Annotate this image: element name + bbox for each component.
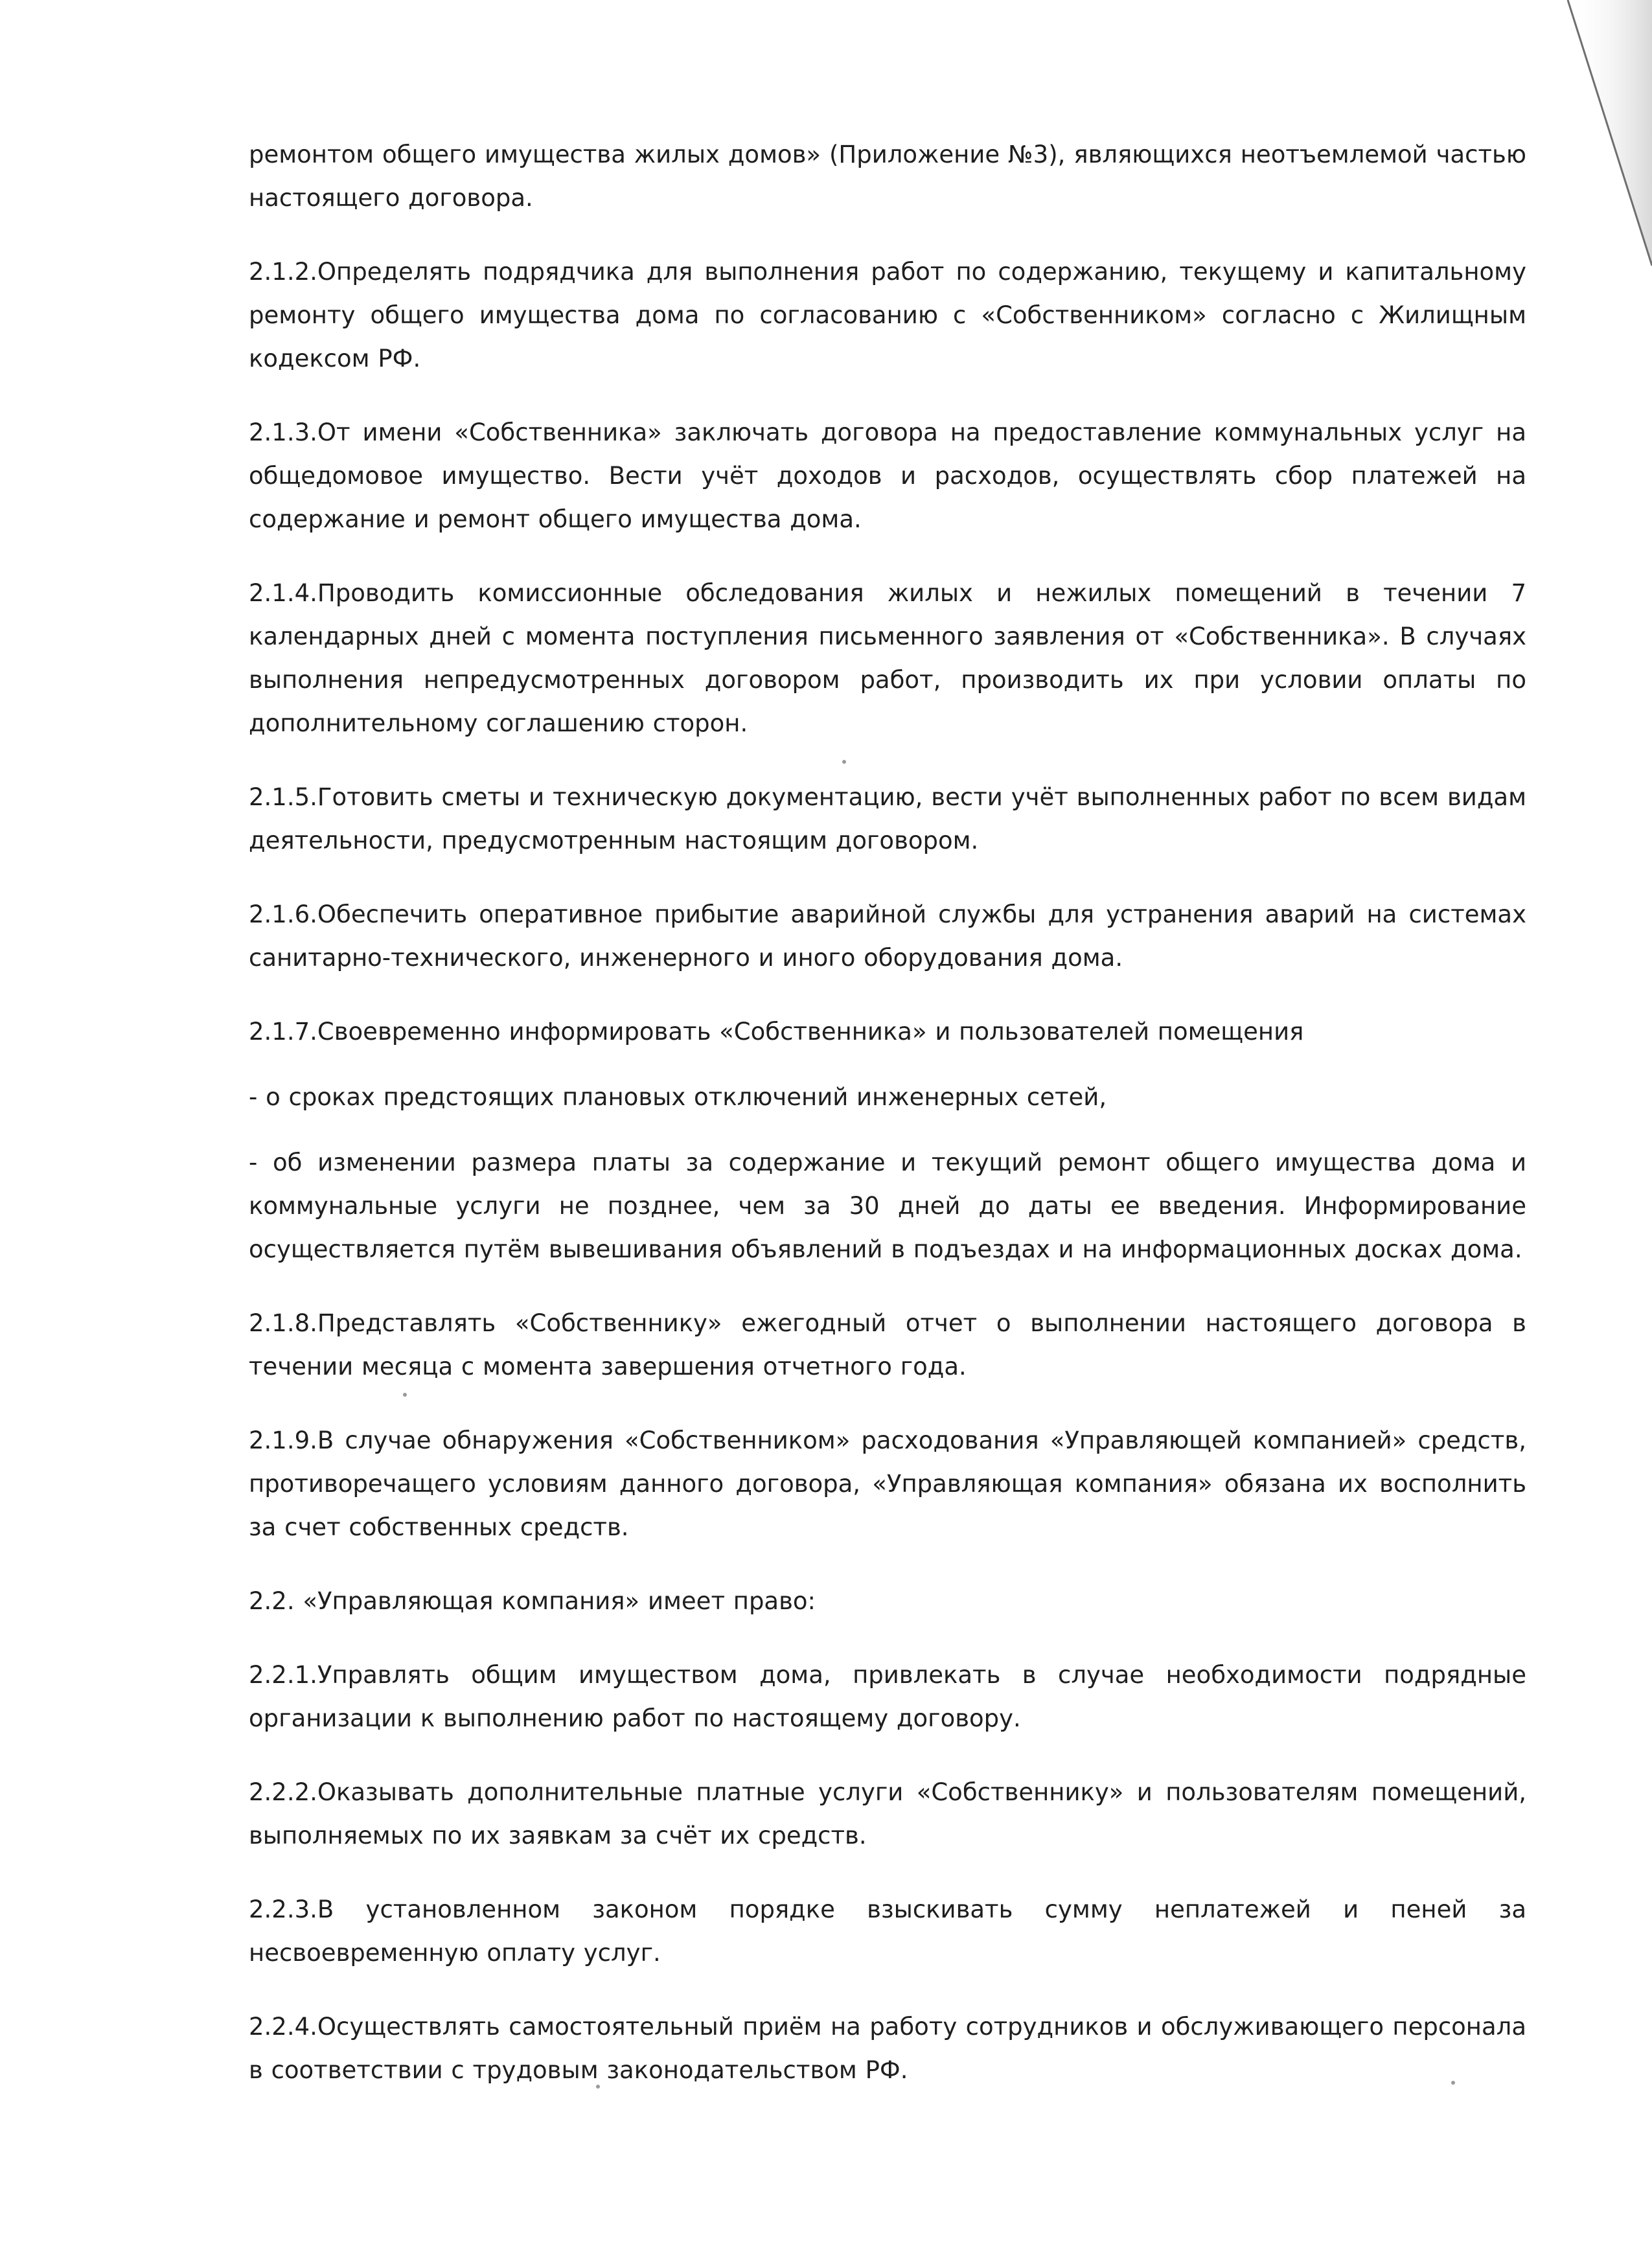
scan-speck (403, 1393, 407, 1397)
list-item-fee-change: - об изменении размера платы за содержание и текущий ремонт общего имущества дома и коммунальные услуги не позднее, чем за 30 дней до даты ее введения. Информирование осуществляется путём вывешивания объявлений в подъездах и на информационных досках дома. (249, 1149, 1526, 1263)
paragraph-2-1-5: 2.1.5.Готовить сметы и техническую документацию, вести учёт выполненных работ по всем видам деятельности, предусмотренным настоящим договором. (249, 783, 1526, 854)
scan-speck (596, 2085, 600, 2089)
paragraph-2-1-7: 2.1.7.Своевременно информировать «Собственника» и пользователей помещения (249, 1018, 1304, 1046)
list-item-planned-outages: - о сроках предстоящих плановых отключений инженерных сетей, (249, 1083, 1107, 1111)
paragraph-2-2-3: 2.2.3.В установленном законом порядке взыскивать сумму неплатежей и пеней за несвоевременную оплату услуг. (249, 1896, 1526, 1967)
paragraph-2-2-4: 2.2.4.Осуществлять самостоятельный приём на работу сотрудников и обслуживающего персонала в соответствии с трудовым законодательством РФ. (249, 2013, 1526, 2084)
paragraph-2-2-heading: 2.2. «Управляющая компания» имеет право: (249, 1587, 816, 1615)
paragraph-2-1-2: 2.1.2.Определять подрядчика для выполнения работ по содержанию, текущему и капитальному ремонту общего имущества дома по согласованию с «Собственником» согласно с Жилищным кодексом РФ. (249, 258, 1526, 372)
paragraph-appendix-reference: ремонтом общего имущества жилых домов» (Приложение №3), являющихся неотъемлемой частью настоящего договора. (249, 141, 1526, 212)
paragraph-2-2-2: 2.2.2.Оказывать дополнительные платные услуги «Собственнику» и пользователям помещений, выполняемых по их заявкам за счёт их средств. (249, 1778, 1526, 1850)
paragraph-2-1-8: 2.1.8.Представлять «Собственнику» ежегодный отчет о выполнении настоящего договора в течении месяца с момента завершения отчетного года. (249, 1309, 1526, 1380)
paragraph-2-1-4: 2.1.4.Проводить комиссионные обследования жилых и нежилых помещений в течении 7 календарных дней с момента поступления письменного заявления от «Собственника». В случаях выполнения непредусмотренных договором работ, производить их при условии оплаты по дополнительному соглашению сторон. (249, 579, 1526, 737)
paragraph-2-1-3: 2.1.3.От имени «Собственника» заключать договора на предоставление коммунальных услуг на общедомовое имущество. Вести учёт доходов и расходов, осуществлять сбор платежей на содержание и ремонт общего имущества дома. (249, 418, 1526, 533)
document-body (249, 133, 1526, 2122)
paragraph-2-2-1: 2.2.1.Управлять общим имуществом дома, привлекать в случае необходимости подрядные организации к выполнению работ по настоящему договору. (249, 1661, 1526, 1732)
paragraph-2-1-9: 2.1.9.В случае обнаружения «Собственником» расходования «Управляющей компанией» средств, противоречащего условиям данного договора, «Управляющая компания» обязана их восполнить за счет собственных средств. (249, 1426, 1526, 1541)
scan-speck (842, 760, 846, 764)
paragraph-2-1-6: 2.1.6.Обеспечить оперативное прибытие аварийной службы для устранения аварий на системах санитарно-технического, инженерного и иного оборудования дома. (249, 900, 1526, 972)
scan-speck (1451, 2081, 1455, 2085)
